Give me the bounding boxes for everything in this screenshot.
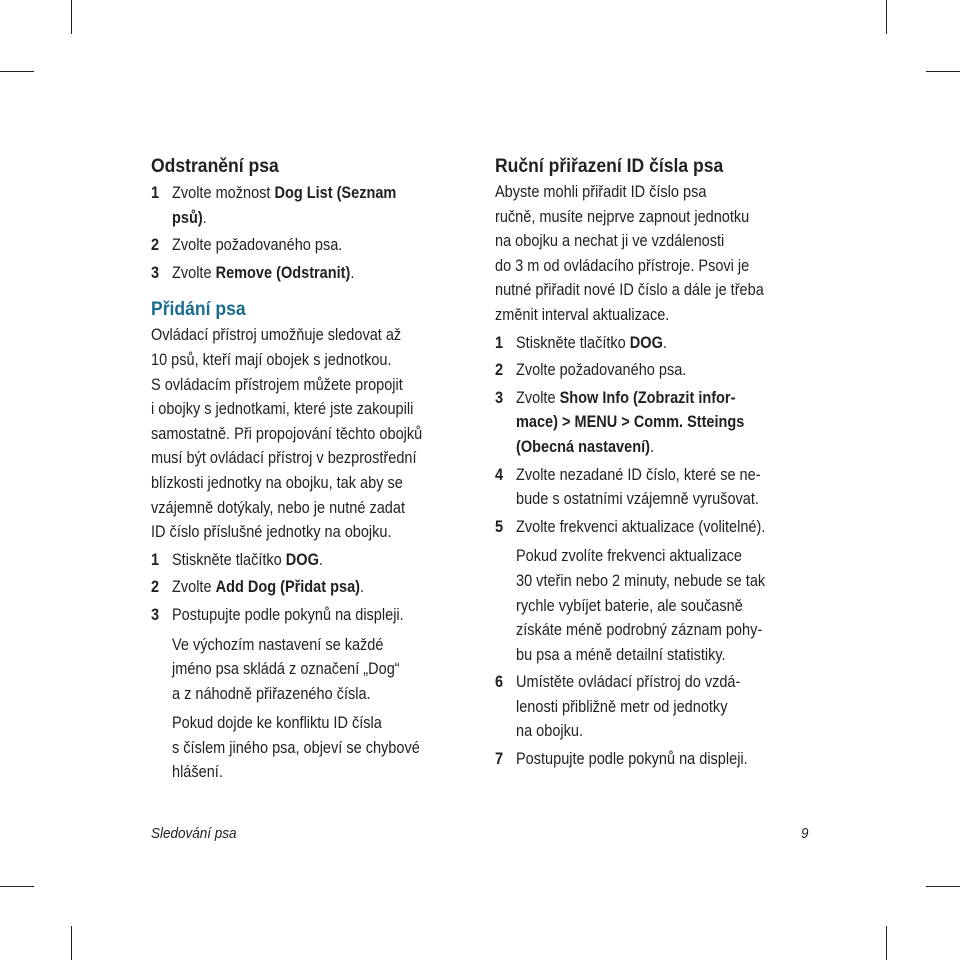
text-line: Postupujte podle pokynů na displeji. [516,750,748,769]
text-line: nutné přiřadit nové ID číslo a dále je třeba [495,281,764,300]
section-heading-manual-id: Ruční přiřazení ID čísla psa [495,155,724,177]
step-number: 6 [495,673,504,692]
step-item [495,331,815,356]
text-line: bude s ostatními vzájemně vyrušovat. [516,490,759,509]
text-line: Zvolte frekvenci aktualizace (volitelné). [516,517,766,536]
add-notes [151,633,471,786]
step-item [495,670,815,744]
text-line: Zvolte požadovaného psa. [516,361,687,380]
step-number: 2 [151,236,160,255]
text-line: mace) > MENU > Comm. Stteings [516,413,745,432]
text-line: Zvolte požadovaného psa. [172,236,343,255]
crop-mark [926,71,960,72]
step-note [151,711,471,785]
text-line: blízkosti jednotky na obojku, tak aby se [151,473,403,492]
text-line: Stiskněte tlačítko DOG. [516,333,667,352]
text-line: a z náhodně přiřazeného čísla. [172,684,371,703]
crop-mark [71,0,72,34]
text-line: Abyste mohli přiřadit ID číslo psa [495,183,707,201]
text-line: Ovládací přístroj umožňuje sledovat až [151,326,402,345]
right-column [495,154,815,772]
text-line: ručně, musíte nejprve zapnout jednotku [495,207,750,226]
text-line: do 3 m od ovládacího přístroje. Psovi je [495,256,750,275]
manual-id-intro [495,180,815,328]
remove-steps [151,181,471,285]
step-number: 3 [495,388,504,407]
crop-mark [0,886,34,887]
text-line: lenosti přibližně metr od jednotky [516,697,728,716]
text-line: i obojky s jednotkami, které jste zakoupili [151,400,414,419]
manual-id-steps-2 [495,670,815,771]
step-item [151,603,471,628]
step-number: 1 [151,184,160,202]
step-item [495,463,815,512]
step-number: 3 [151,263,160,282]
footer-section-title: Sledování psa [151,825,237,842]
text-line: získáte méně podrobný záznam pohy- [516,621,763,640]
text-line: Zvolte Show Info (Zobrazit infor- [516,388,736,407]
step-item [495,747,815,772]
step-number: 2 [151,578,160,597]
step-item [495,386,815,460]
step-number: 5 [495,517,504,536]
text-line: změnit interval aktualizace. [495,305,670,324]
crop-mark [71,926,72,960]
text-line: 10 psů, kteří mají obojek s jednotkou. [151,350,392,369]
text-line: Postupujte podle pokynů na displeji. [172,605,404,624]
text-line: hlášení. [172,763,223,782]
step-item [151,233,471,258]
manual-id-steps [495,331,815,540]
text-line: rychle vybíjet baterie, ale současně [516,596,743,615]
add-dog-intro [151,323,471,544]
crop-mark [0,71,34,72]
text-line: ID číslo příslušné jednotky na obojku. [151,523,392,542]
text-line: na obojku. [516,722,584,741]
text-line: Pokud dojde ke konfliktu ID čísla [172,714,382,733]
step-item [151,575,471,600]
text-line: s číslem jiného psa, objeví se chybové [172,738,420,757]
left-column [151,154,471,785]
step-item [495,515,815,540]
step-number: 7 [495,750,504,769]
text-line: na obojku a nechat ji ve vzdálenosti [495,232,725,251]
crop-mark [886,0,887,34]
step-item [495,358,815,383]
text-line: psů). [172,208,207,227]
text-line: samostatně. Při propojování těchto obojků [151,424,423,443]
text-line: Ve výchozím nastavení se každé [172,635,384,654]
section-heading-remove-dog: Odstranění psa [151,155,279,177]
add-steps [151,548,471,628]
text-line: bu psa a méně detailní statistiky. [516,645,726,664]
text-line: Umístěte ovládací přístroj do vzdá- [516,673,741,692]
text-line: jméno psa skládá z označení „Dog“ [172,660,400,679]
text-line: musí být ovládací přístroj v bezprostřední [151,449,417,468]
page-number: 9 [801,825,809,842]
text-line: (Obecná nastavení). [516,437,654,456]
text-line: S ovládacím přístrojem můžete propojit [151,375,403,394]
step-number: 3 [151,605,160,624]
step-item [151,181,471,230]
text-line: Zvolte nezadané ID číslo, které se ne- [516,465,761,484]
text-line: Zvolte Add Dog (Přidat psa). [172,578,365,597]
crop-mark [886,926,887,960]
step-item [151,261,471,286]
text-line: Zvolte možnost Dog List (Seznam [172,184,397,202]
text-line: Pokud zvolíte frekvenci aktualizace [516,547,742,566]
step-number: 4 [495,465,504,484]
step-number: 1 [151,550,160,569]
crop-mark [926,886,960,887]
text-line: vzájemně dotýkaly, nebo je nutné zadat [151,498,406,517]
step-number: 1 [495,333,504,352]
text-line: Zvolte Remove (Odstranit). [172,263,355,282]
step-item [151,548,471,573]
text-line: Stiskněte tlačítko DOG. [172,550,323,569]
step-number: 2 [495,361,504,380]
section-heading-add-dog: Přidání psa [151,298,246,321]
step-note [151,633,471,707]
step-5-note [495,544,815,667]
text-line: 30 vteřin nebo 2 minuty, nebude se tak [516,571,766,590]
